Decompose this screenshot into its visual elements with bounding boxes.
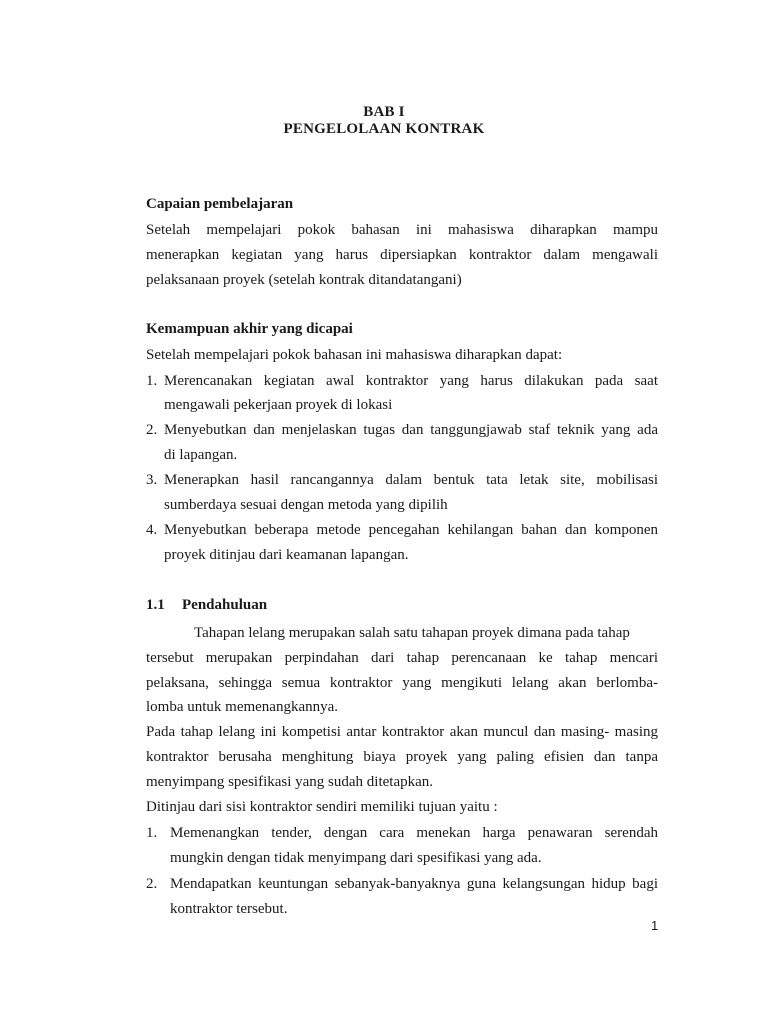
paragraph-line: pelaksana, sehingga semua kontraktor yang mengikuti lelang akan berlomba- (146, 675, 658, 691)
list-item-cont: mengawali pekerjaan proyek di lokasi (164, 397, 393, 413)
paragraph-line: lomba untuk memenangkannya. (146, 699, 339, 715)
chapter-label: BAB I (363, 104, 405, 120)
list-item: Menyebutkan beberapa metode pencegahan kehilangan bahan dan komponen (164, 522, 658, 538)
section-title: Pendahuluan (182, 597, 268, 613)
list-number: 1. (146, 373, 158, 389)
page-number: 1 (651, 918, 659, 933)
list-item: Menerapkan hasil rancangannya dalam bentuk tata letak site, mobilisasi (164, 472, 658, 488)
goal-number: 2. (146, 876, 158, 892)
paragraph-line: Tahapan lelang merupakan salah satu tahapan proyek dimana pada tahap (194, 625, 630, 641)
goal-item-cont: kontraktor tersebut. (170, 901, 288, 917)
paragraph-line: Pada tahap lelang ini kompetisi antar kontraktor akan muncul dan masing- masing (146, 724, 658, 740)
list-item: Menyebutkan dan menjelaskan tugas dan tanggungjawab staf teknik yang ada (164, 422, 658, 438)
section-number: 1.1 (146, 597, 165, 613)
paragraph-line: kontraktor berusaha menghitung biaya proyek yang paling efisien dan tanpa (146, 749, 658, 765)
capaian-line: menerapkan kegiatan yang harus dipersiapkan kontraktor dalam mengawali (146, 247, 658, 263)
capaian-line: pelaksanaan proyek (setelah kontrak ditandatangani) (146, 272, 462, 288)
paragraph-line: menyimpang spesifikasi yang sudah ditetapkan. (146, 774, 434, 790)
paragraph-line: tersebut merupakan perpindahan dari tahap perencanaan ke tahap mencari (146, 650, 658, 666)
kemampuan-intro: Setelah mempelajari pokok bahasan ini mahasiswa diharapkan dapat: (146, 347, 563, 363)
list-number: 2. (146, 422, 158, 438)
goal-item-cont: mungkin dengan tidak menyimpang dari spesifikasi yang ada. (170, 850, 542, 866)
capaian-line: Setelah mempelajari pokok bahasan ini mahasiswa diharapkan mampu (146, 222, 658, 238)
list-item-cont: proyek ditinjau dari keamanan lapangan. (164, 547, 409, 563)
goal-item: Mendapatkan keuntungan sebanyak-banyaknya guna kelangsungan hidup bagi (170, 876, 658, 892)
list-item: Merencanakan kegiatan awal kontraktor yang harus dilakukan pada saat (164, 373, 658, 389)
capaian-heading: Capaian pembelajaran (146, 196, 294, 212)
goal-item: Memenangkan tender, dengan cara menekan harga penawaran serendah (170, 825, 658, 841)
list-item-cont: sumberdaya sesuai dengan metoda yang dipilih (164, 497, 448, 513)
list-item-cont: di lapangan. (164, 447, 238, 463)
paragraph-line: Ditinjau dari sisi kontraktor sendiri memiliki tujuan yaitu : (146, 799, 498, 815)
list-number: 4. (146, 522, 158, 538)
chapter-title: PENGELOLAAN KONTRAK (283, 121, 485, 137)
kemampuan-heading: Kemampuan akhir yang dicapai (146, 321, 353, 337)
list-number: 3. (146, 472, 158, 488)
goal-number: 1. (146, 825, 158, 841)
